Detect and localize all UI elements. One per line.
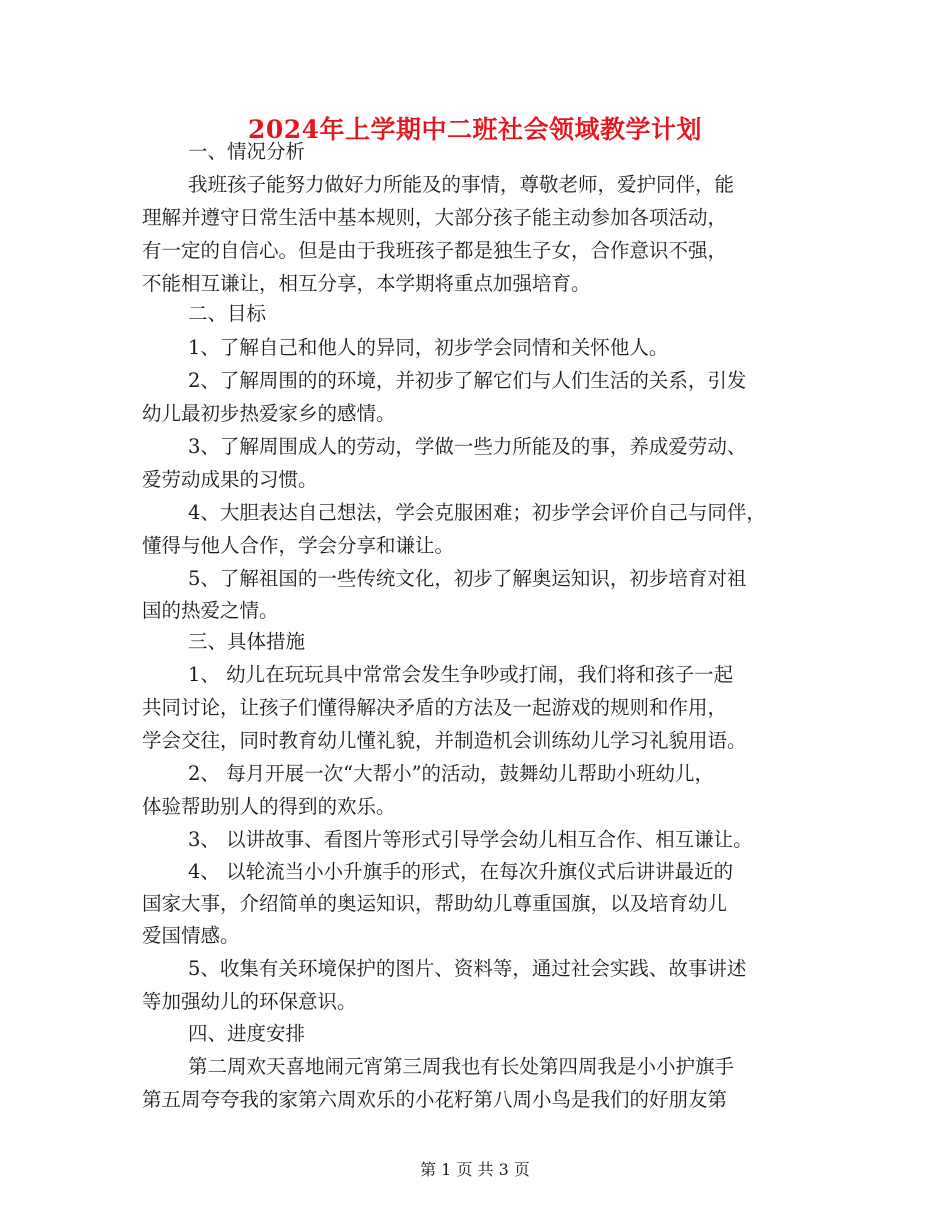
paragraph-line: 不能相互谦让，相互分享，本学期将重点加强培育。 xyxy=(142,272,591,295)
goal-item-continued: 爱劳动成果的习惯。 xyxy=(142,468,318,491)
schedule-line: 第五周夸夸我的家第六周欢乐的小花籽第八周小鸟是我们的好朋友第 xyxy=(142,1088,728,1111)
measure-item-continued: 体验帮助别人的得到的欢乐。 xyxy=(142,795,396,818)
schedule-line: 第二周欢天喜地闹元宵第三周我也有长处第四周我是小小护旗手 xyxy=(188,1055,735,1078)
section-heading-goals: 二、目标 xyxy=(188,302,267,325)
goal-item: 2、了解周围的的环境，并初步了解它们与人们生活的关系，引发 xyxy=(188,369,747,392)
measure-item-continued: 学会交往，同时教育幼儿懂礼貌，并制造机会训练幼儿学习礼貌用语。 xyxy=(142,729,747,752)
measure-item-continued: 共同讨论，让孩子们懂得解决矛盾的方法及一起游戏的规则和作用， xyxy=(142,696,728,719)
goal-item-continued: 懂得与他人合作，学会分享和谦让。 xyxy=(142,534,455,557)
measure-item: 2、 每月开展一次“大帮小”的活动，鼓舞幼儿帮助小班幼儿， xyxy=(188,762,715,785)
measure-item-continued: 爱国情感。 xyxy=(142,924,240,947)
document-title: 2024年上学期中二班社会领域教学计划 xyxy=(247,115,703,144)
goal-item-continued: 国的热爱之情。 xyxy=(142,599,279,622)
paragraph-line: 有一定的自信心。但是由于我班孩子都是独生子女，合作意识不强， xyxy=(142,239,728,262)
goal-item-continued: 幼儿最初步热爱家乡的感情。 xyxy=(142,402,396,425)
measure-item: 5、收集有关环境保护的图片、资料等，通过社会实践、故事讲述 xyxy=(188,957,747,980)
paragraph-line: 理解并遵守日常生活中基本规则，大部分孩子能主动参加各项活动， xyxy=(142,206,728,229)
paragraph-line: 我班孩子能努力做好力所能及的事情，尊敬老师，爱护同伴，能 xyxy=(188,173,735,196)
section-heading-schedule: 四、进度安排 xyxy=(188,1022,306,1045)
measure-item-continued: 等加强幼儿的环保意识。 xyxy=(142,990,357,1013)
goal-item: 5、了解祖国的一些传统文化，初步了解奥运知识，初步培育对祖 xyxy=(188,567,747,590)
section-heading-situation: 一、情况分析 xyxy=(188,140,306,163)
measure-item-continued: 国家大事，介绍简单的奥运知识，帮助幼儿尊重国旗，以及培育幼儿 xyxy=(142,892,728,915)
goal-item: 4、大胆表达自己想法，学会克服困难；初步学会评价自己与同伴， xyxy=(188,501,766,524)
measure-item: 4、 以轮流当小小升旗手的形式，在每次升旗仪式后讲讲最近的 xyxy=(188,860,734,883)
goal-item: 1、了解自己和他人的异同，初步学会同情和关怀他人。 xyxy=(188,336,669,359)
measure-item: 3、 以讲故事、看图片等形式引导学会幼儿相互合作、相互谦让。 xyxy=(188,828,753,851)
measure-item: 1、 幼儿在玩玩具中常常会发生争吵或打闹，我们将和孩子一起 xyxy=(188,663,734,686)
section-heading-measures: 三、具体措施 xyxy=(188,630,306,653)
goal-item: 3、了解周围成人的劳动，学做一些力所能及的事，养成爱劳动、 xyxy=(188,435,747,458)
page-footer: 第 1 页 共 3 页 xyxy=(420,1160,530,1179)
